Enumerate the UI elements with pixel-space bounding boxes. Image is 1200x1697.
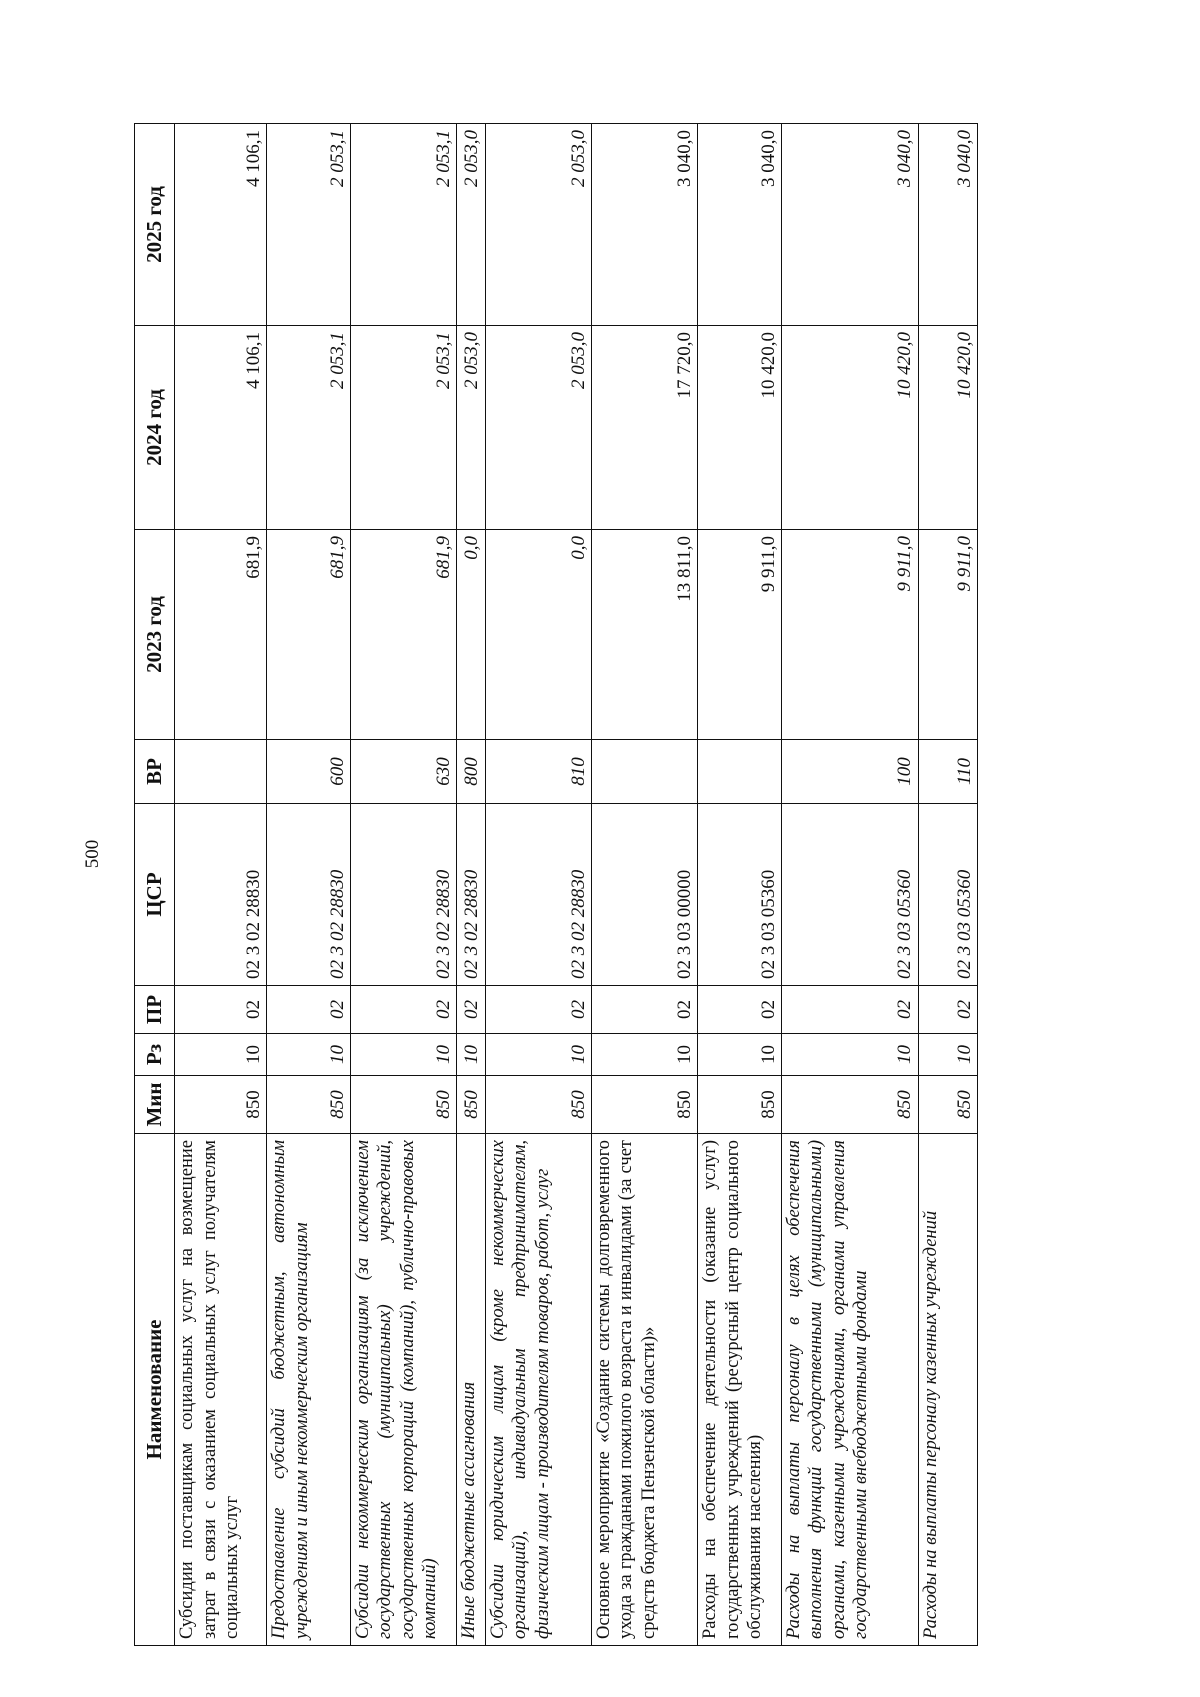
header-min: Мин bbox=[135, 1076, 175, 1134]
row-2023: 681,9 bbox=[175, 530, 267, 740]
row-pr: 02 bbox=[266, 986, 350, 1034]
row-2024: 2 053,1 bbox=[350, 326, 456, 530]
row-pr: 02 bbox=[698, 986, 782, 1034]
row-rz: 10 bbox=[175, 1034, 267, 1076]
row-name: Основное мероприятие «Создание системы долговременного ухода за гражданами пожилого возраста и инвалидами (за счет средств бюджета Пензенской области)» bbox=[591, 1134, 697, 1646]
row-rz: 10 bbox=[781, 1034, 918, 1076]
row-2023: 681,9 bbox=[350, 530, 456, 740]
row-2023: 9 911,0 bbox=[698, 530, 782, 740]
row-2023: 0,0 bbox=[456, 530, 485, 740]
row-2024: 2 053,0 bbox=[485, 326, 591, 530]
row-2023: 0,0 bbox=[485, 530, 591, 740]
table-row bbox=[350, 124, 456, 1646]
row-name: Предоставление субсидий бюджетным, автономным учреждениям и иным некоммерческим организациям bbox=[266, 1134, 350, 1646]
row-2024: 4 106,1 bbox=[175, 326, 267, 530]
row-rz: 10 bbox=[266, 1034, 350, 1076]
table-row bbox=[266, 124, 350, 1646]
row-2024: 2 053,0 bbox=[456, 326, 485, 530]
row-rz: 10 bbox=[698, 1034, 782, 1076]
row-name: Субсидии некоммерческим организациям (за исключением государственных (муниципальных) учреждений, государственных корпораций (компаний), публично-правовых компаний) bbox=[350, 1134, 456, 1646]
row-min: 850 bbox=[485, 1076, 591, 1134]
table-row bbox=[485, 124, 591, 1646]
row-csr: 02 3 03 05360 bbox=[698, 804, 782, 986]
row-2024: 10 420,0 bbox=[698, 326, 782, 530]
row-rz: 10 bbox=[456, 1034, 485, 1076]
table-row bbox=[456, 124, 485, 1646]
header-2025: 2025 год bbox=[135, 124, 175, 326]
row-min: 850 bbox=[266, 1076, 350, 1134]
row-min: 850 bbox=[175, 1076, 267, 1134]
row-vr: 100 bbox=[781, 740, 918, 804]
header-2024: 2024 год bbox=[135, 326, 175, 530]
row-rz: 10 bbox=[350, 1034, 456, 1076]
page-number: 500 bbox=[82, 839, 103, 869]
row-2024: 10 420,0 bbox=[781, 326, 918, 530]
row-2025: 3 040,0 bbox=[918, 124, 977, 326]
row-name: Субсидии юридическим лицам (кроме некоммерческих организаций), индивидуальным предпринимателям, физическим лицам - производителям товаров, работ, услуг bbox=[485, 1134, 591, 1646]
row-min: 850 bbox=[350, 1076, 456, 1134]
row-csr: 02 3 03 05360 bbox=[918, 804, 977, 986]
row-2025: 2 053,0 bbox=[485, 124, 591, 326]
row-name: Расходы на обеспечение деятельности (оказание услуг) государственных учреждений (ресурсный центр социального обслуживания населения) bbox=[698, 1134, 782, 1646]
row-pr: 02 bbox=[591, 986, 697, 1034]
row-rz: 10 bbox=[591, 1034, 697, 1076]
table-container bbox=[134, 124, 978, 1646]
row-csr: 02 3 03 00000 bbox=[591, 804, 697, 986]
row-min: 850 bbox=[698, 1076, 782, 1134]
row-vr: 630 bbox=[350, 740, 456, 804]
header-vr: ВР bbox=[135, 740, 175, 804]
table-row bbox=[918, 124, 977, 1646]
row-2025: 3 040,0 bbox=[591, 124, 697, 326]
budget-table bbox=[134, 123, 978, 1646]
table-row bbox=[591, 124, 697, 1646]
row-name: Иные бюджетные ассигнования bbox=[456, 1134, 485, 1646]
row-vr bbox=[698, 740, 782, 804]
row-name: Расходы на выплаты персоналу в целях обеспечения выполнения функций государственными (муниципальными) органами, казенными учреждениями, органами управления государственными внебюджетными фондами bbox=[781, 1134, 918, 1646]
row-pr: 02 bbox=[485, 986, 591, 1034]
row-2025: 2 053,1 bbox=[266, 124, 350, 326]
row-2023: 13 811,0 bbox=[591, 530, 697, 740]
row-vr: 810 bbox=[485, 740, 591, 804]
row-2024: 2 053,1 bbox=[266, 326, 350, 530]
row-csr: 02 3 02 28830 bbox=[175, 804, 267, 986]
row-2023: 9 911,0 bbox=[781, 530, 918, 740]
header-name: Наименование bbox=[135, 1134, 175, 1646]
row-2025: 3 040,0 bbox=[698, 124, 782, 326]
row-vr: 600 bbox=[266, 740, 350, 804]
header-row bbox=[135, 124, 175, 1646]
row-2025: 3 040,0 bbox=[781, 124, 918, 326]
row-name: Субсидии поставщикам социальных услуг на возмещение затрат в связи с оказанием социальных услуг получателям социальных услуг bbox=[175, 1134, 267, 1646]
row-name: Расходы на выплаты персоналу казенных учреждений bbox=[918, 1134, 977, 1646]
row-csr: 02 3 02 28830 bbox=[266, 804, 350, 986]
row-2024: 10 420,0 bbox=[918, 326, 977, 530]
row-min: 850 bbox=[456, 1076, 485, 1134]
row-2023: 681,9 bbox=[266, 530, 350, 740]
row-csr: 02 3 03 05360 bbox=[781, 804, 918, 986]
row-2025: 4 106,1 bbox=[175, 124, 267, 326]
row-2023: 9 911,0 bbox=[918, 530, 977, 740]
row-pr: 02 bbox=[175, 986, 267, 1034]
row-rz: 10 bbox=[485, 1034, 591, 1076]
row-pr: 02 bbox=[918, 986, 977, 1034]
table-row bbox=[175, 124, 267, 1646]
row-min: 850 bbox=[591, 1076, 697, 1134]
row-min: 850 bbox=[918, 1076, 977, 1134]
row-vr bbox=[591, 740, 697, 804]
row-vr: 110 bbox=[918, 740, 977, 804]
row-min: 850 bbox=[781, 1076, 918, 1134]
row-2025: 2 053,0 bbox=[456, 124, 485, 326]
header-pr: ПР bbox=[135, 986, 175, 1034]
row-pr: 02 bbox=[456, 986, 485, 1034]
row-vr bbox=[175, 740, 267, 804]
row-2025: 2 053,1 bbox=[350, 124, 456, 326]
row-vr: 800 bbox=[456, 740, 485, 804]
row-pr: 02 bbox=[781, 986, 918, 1034]
table-row bbox=[781, 124, 918, 1646]
row-2024: 17 720,0 bbox=[591, 326, 697, 530]
row-csr: 02 3 02 28830 bbox=[485, 804, 591, 986]
row-csr: 02 3 02 28830 bbox=[456, 804, 485, 986]
header-rz: Рз bbox=[135, 1034, 175, 1076]
row-pr: 02 bbox=[350, 986, 456, 1034]
row-rz: 10 bbox=[918, 1034, 977, 1076]
row-csr: 02 3 02 28830 bbox=[350, 804, 456, 986]
table-row bbox=[698, 124, 782, 1646]
header-csr: ЦСР bbox=[135, 804, 175, 986]
header-2023: 2023 год bbox=[135, 530, 175, 740]
